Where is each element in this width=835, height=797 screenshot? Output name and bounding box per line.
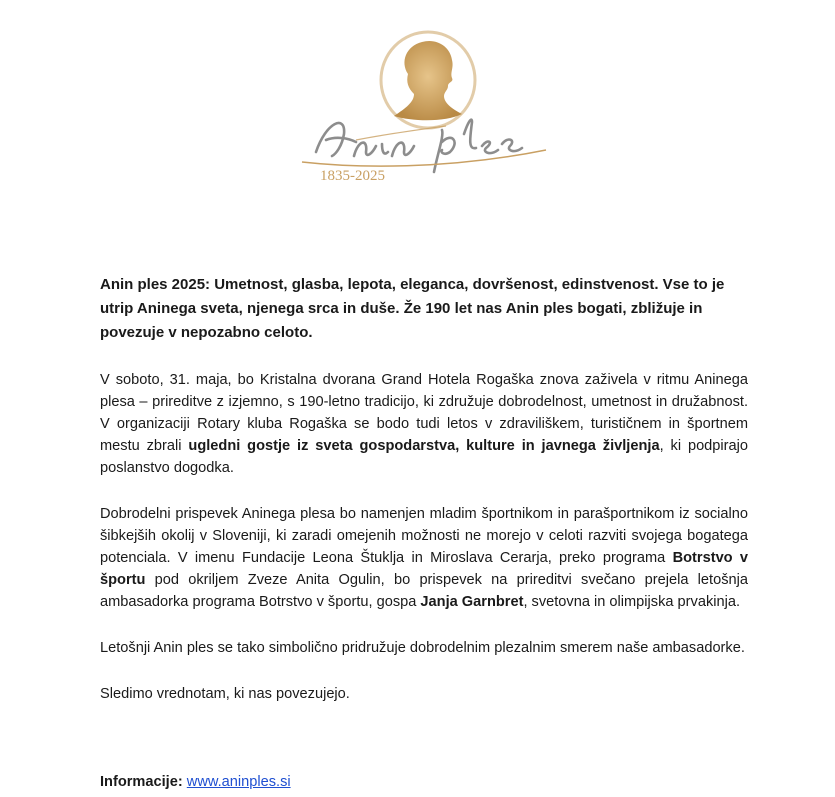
program-name: Botrstvo v športu: [100, 550, 748, 588]
ambassador-name: Janja Garnbret: [420, 594, 524, 610]
paragraph-charity: [100, 503, 748, 613]
paragraph-event-end: , ki podpirajo poslanstvo dogodka.: [100, 438, 748, 476]
paragraph-charity-end: , svetovna in olimpijska prvakinja.: [523, 594, 741, 610]
paragraph-event: [100, 369, 748, 479]
woman-silhouette-cameo-icon: [296, 22, 556, 187]
press-release-body: [100, 273, 748, 729]
paragraph-symbolic: Letošnji Anin ples se tako simbolično pridružuje dobrodelnim plezalnim smerem naše ambasadorke.: [100, 640, 745, 656]
paragraph-values: Sledimo vrednotam, ki nas povezujejo.: [100, 686, 350, 702]
paragraph-charity-text: Dobrodelni prispevek Aninega plesa bo namenjen mladim športnikom in parašportnikom iz socialno šibkejših okolij v Sloveniji, ki zaradi omejenih možnosti ne morejo v celoti razviti svojega bogatega potenciala. V imenu Fundacije Leona Štuklja in Miroslava Cerarja, preko programa: [100, 506, 748, 566]
paragraph-event-bold: ugledni gostje iz sveta gospodarstva, kulture in javnega življenja: [188, 438, 660, 454]
footer-info: [100, 774, 291, 790]
logo-years: 1835-2025: [320, 168, 385, 184]
anin-ples-logo: [296, 22, 556, 187]
paragraph-charity-text-2: pod okriljem Zveze Anita Ogulin, bo prispevek na prireditvi svečano prejela letošnja ambasadorka programa Botrstvo v športu, gospa: [100, 572, 748, 610]
paragraph-event-text: V soboto, 31. maja, bo Kristalna dvorana Grand Hotela Rogaška znova zaživela v ritmu Aninega plesa – prireditve z izjemno, s 190-letno tradicijo, ki združuje dobrodelnost, umetnost in družabnost. V organizaciji Rotary kluba Rogaška se bodo tudi letos v zdraviliškem, turističnem in športnem mestu zbrali: [100, 372, 748, 454]
website-link[interactable]: www.aninples.si: [186, 774, 291, 790]
lead-paragraph: Anin ples 2025: Umetnost, glasba, lepota, eleganca, dovršenost, edinstvenost. Vse to je utrip Aninega sveta, njenega srca in duše. Že 190 let nas Anin ples bogati, zbližuje in povezuje v nepozabno celoto.: [100, 276, 725, 341]
info-label: Informacije:: [100, 774, 183, 790]
